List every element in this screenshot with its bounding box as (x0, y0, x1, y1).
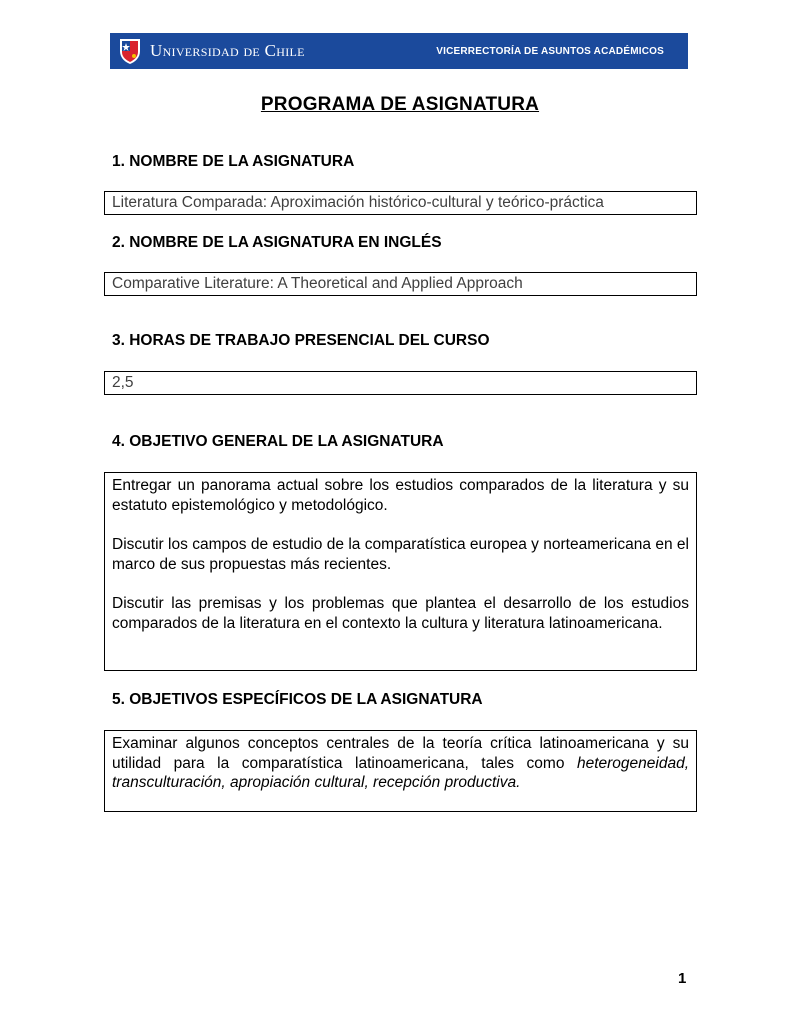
header-banner (110, 33, 688, 69)
section-2-box (104, 272, 697, 296)
university-crest-icon (118, 37, 142, 65)
page-number: 1 (678, 970, 687, 987)
general-objective-paragraph: Discutir las premisas y los problemas que plantea el desarrollo de los estudios comparados de la literatura en el contexto la cultura y literatura latinoamericana. (112, 595, 689, 632)
section-5-box (104, 730, 697, 812)
general-objective-paragraph: Discutir los campos de estudio de la comparatística europea y norteamericana en el marco de sus propuestas más recientes. (112, 536, 689, 573)
university-brand (118, 37, 305, 65)
university-name: Universidad de Chile (150, 41, 305, 60)
section-3-heading: 3. HORAS DE TRABAJO PRESENCIAL DEL CURSO (112, 332, 490, 349)
section-4-box (104, 472, 697, 671)
section-3-box (104, 371, 697, 395)
hours-value: 2,5 (112, 374, 134, 391)
specific-objective-text: Examinar algunos conceptos centrales de la teoría crítica latinoamericana y su utilidad para la comparatística latinoamericana, tales como (112, 735, 689, 772)
general-objective-paragraph: Entregar un panorama actual sobre los estudios comparados de la literatura y su estatuto epistemológico y metodológico. (112, 477, 689, 514)
course-name-value: Literatura Comparada: Aproximación histórico-cultural y teórico-práctica (112, 194, 604, 211)
course-name-english-value: Comparative Literature: A Theoretical and Applied Approach (112, 275, 523, 292)
specific-objective-paragraph (112, 734, 689, 793)
document-title: PROGRAMA DE ASIGNATURA (260, 94, 540, 115)
section-4-heading: 4. OBJETIVO GENERAL DE LA ASIGNATURA (112, 433, 444, 450)
section-1-box (104, 191, 697, 215)
section-5-heading: 5. OBJETIVOS ESPECÍFICOS DE LA ASIGNATURA (112, 691, 483, 708)
vicerrectoria-label: VICERRECTORÍA DE ASUNTOS ACADÉMICOS (436, 45, 664, 57)
section-1-heading: 1. NOMBRE DE LA ASIGNATURA (112, 153, 355, 170)
specific-objective-concepts: heterogeneidad, transculturación, apropiación cultural, recepción productiva. (112, 754, 689, 791)
section-2-heading: 2. NOMBRE DE LA ASIGNATURA EN INGLÉS (112, 234, 442, 251)
